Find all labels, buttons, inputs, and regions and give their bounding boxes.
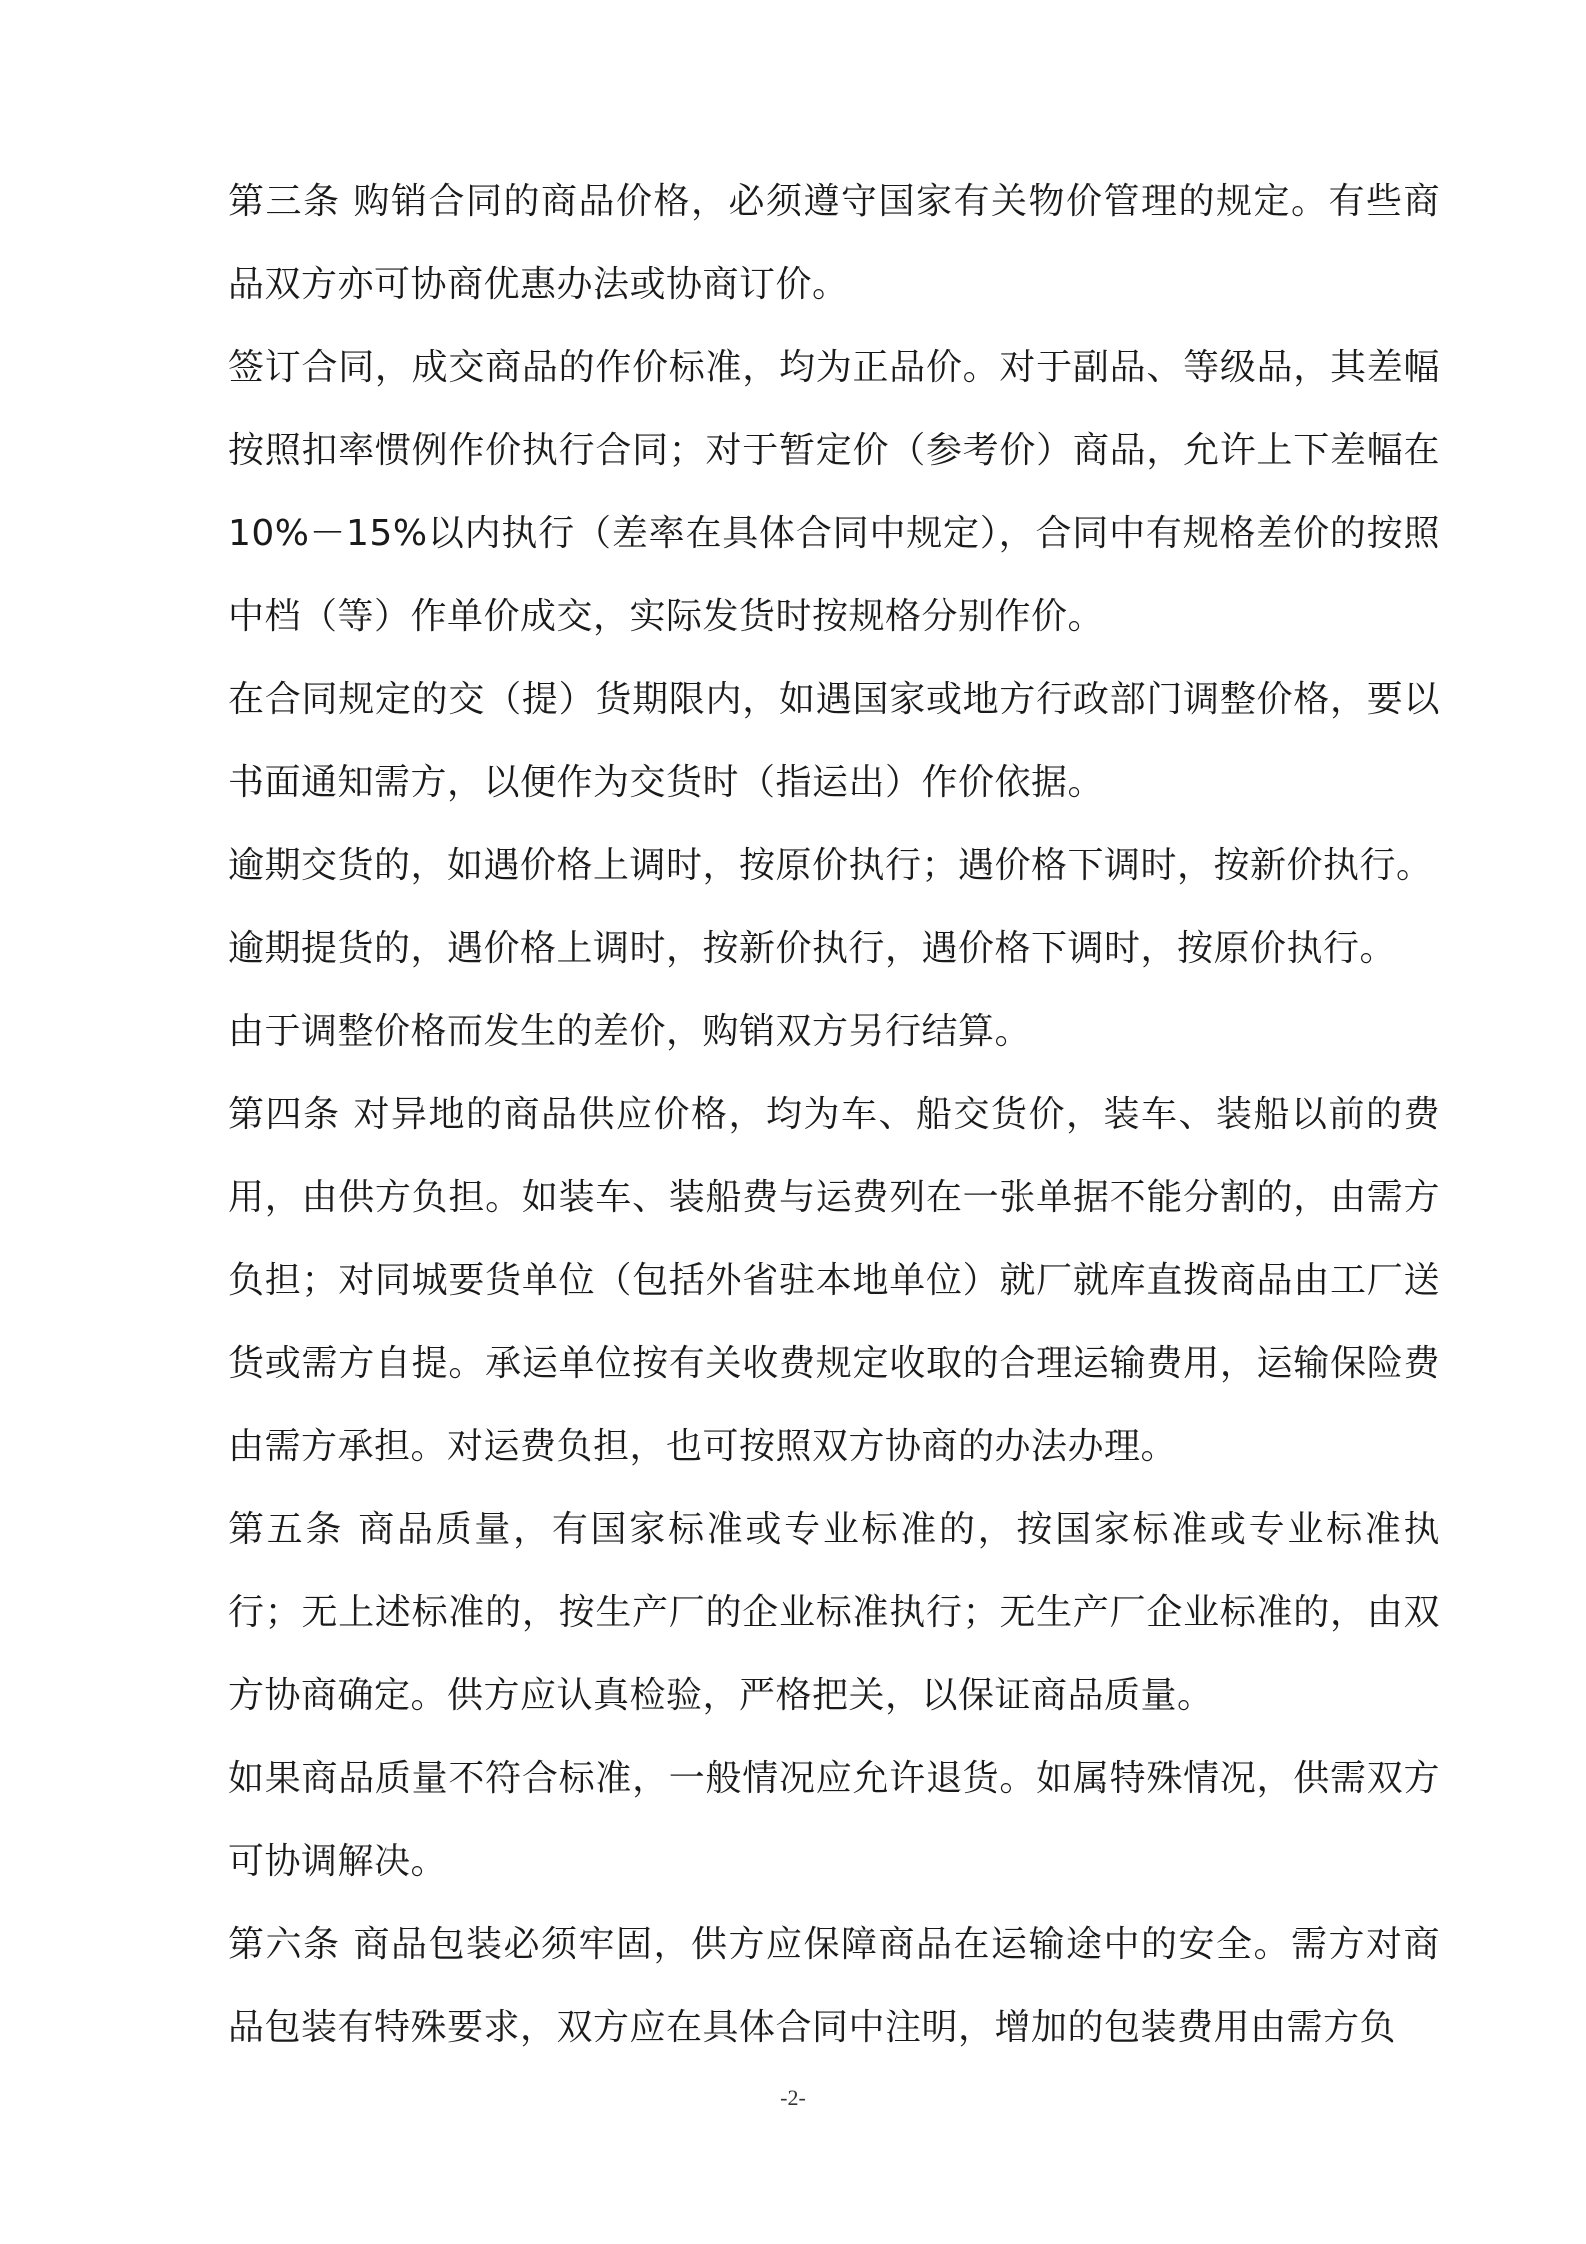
page-number: -2- <box>780 2085 806 2110</box>
paragraph-article-5: 第五条 商品质量，有国家标准或专业标准的，按国家标准或专业标准执行；无上述标准的，按生产厂的企业标准执行；无生产厂企业标准的，由双方协商确定。供方应认真检验，严格把关，以保证商品质量。 <box>228 1509 1440 1716</box>
paragraph-price-difference: 由于调整价格而发生的差价，购销双方另行结算。 <box>228 1011 1032 1052</box>
paragraph-late-delivery: 逾期交货的，如遇价格上调时，按原价执行；遇价格下调时，按新价执行。 <box>228 845 1433 886</box>
paragraph-article-6: 第六条 商品包装必须牢固，供方应保障商品在运输途中的安全。需方对商品包装有特殊要求，双方应在具体合同中注明，增加的包装费用由需方负 <box>228 1924 1440 2048</box>
paragraph-quality-return: 如果商品质量不符合标准，一般情况应允许退货。如属特殊情况，供需双方可协调解决。 <box>228 1758 1440 1882</box>
paragraph-price-adjustment: 在合同规定的交（提）货期限内，如遇国家或地方行政部门调整价格，要以书面通知需方，以便作为交货时（指运出）作价依据。 <box>228 679 1440 803</box>
paragraph-article-3: 第三条 购销合同的商品价格，必须遵守国家有关物价管理的规定。有些商品双方亦可协商优惠办法或协商订价。 <box>228 181 1440 305</box>
document-body <box>228 160 1440 2069</box>
paragraph-price-standard: 签订合同，成交商品的作价标准，均为正品价。对于副品、等级品，其差幅按照扣率惯例作价执行合同；对于暂定价（参考价）商品，允许上下差幅在 10%－15%以内执行（差率在具体合同中规定），合同中有规格差价的按照中档（等）作单价成交，实际发货时按规格分别作价。 <box>228 347 1440 637</box>
paragraph-article-4: 第四条 对异地的商品供应价格，均为车、船交货价，装车、装船以前的费用，由供方负担。如装车、装船费与运费列在一张单据不能分割的，由需方负担；对同城要货单位（包括外省驻本地单位）就厂就库直拨商品由工厂送货或需方自提。承运单位按有关收费规定收取的合理运输费用，运输保险费由需方承担。对运费负担，也可按照双方协商的办法办理。 <box>228 1094 1440 1467</box>
paragraph-late-pickup: 逾期提货的，遇价格上调时，按新价执行，遇价格下调时，按原价执行。 <box>228 928 1397 969</box>
